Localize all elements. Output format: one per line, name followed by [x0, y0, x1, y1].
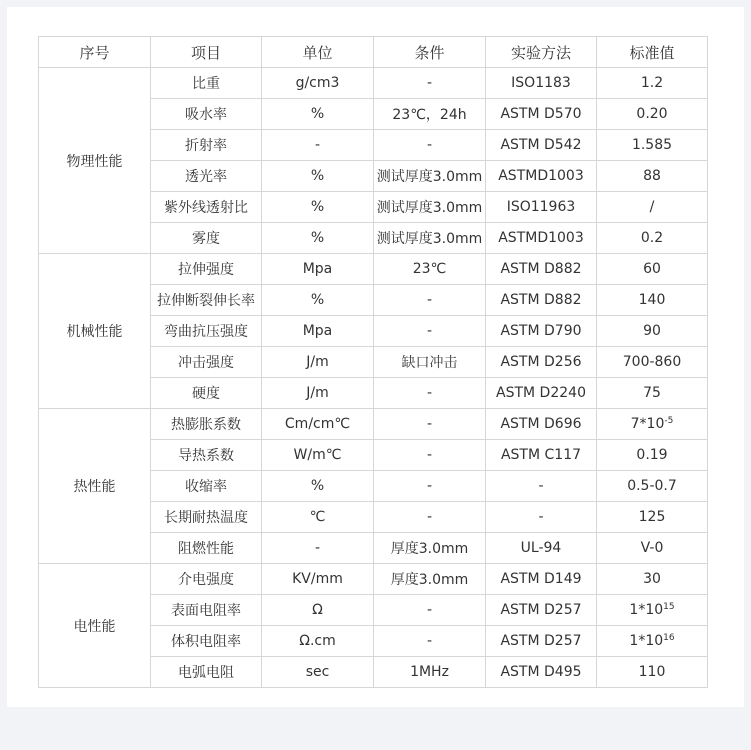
- item-name-cell: 收缩率: [151, 471, 262, 502]
- condition-cell: -: [374, 502, 486, 533]
- item-name-cell: 电弧电阻: [151, 657, 262, 688]
- condition-cell: 测试厚度3.0mm: [374, 161, 486, 192]
- unit-cell: Cm/cm℃: [262, 409, 374, 440]
- table-body: [39, 68, 708, 688]
- test-method-cell: ASTM C117: [486, 440, 597, 471]
- properties-table: [38, 36, 708, 688]
- condition-cell: -: [374, 626, 486, 657]
- header-standard-value: 标准值: [597, 37, 708, 68]
- test-method-cell: UL-94: [486, 533, 597, 564]
- item-name-cell: 雾度: [151, 223, 262, 254]
- table-row: [39, 68, 708, 99]
- standard-value-cell: [597, 533, 708, 564]
- unit-cell: Ω.cm: [262, 626, 374, 657]
- condition-cell: -: [374, 68, 486, 99]
- value-text: 125: [638, 509, 666, 525]
- value-text: 0.19: [636, 447, 668, 463]
- test-method-cell: ASTM D882: [486, 254, 597, 285]
- test-method-cell: ISO11963: [486, 192, 597, 223]
- condition-cell: 缺口冲击: [374, 347, 486, 378]
- condition-cell: -: [374, 440, 486, 471]
- condition-cell: -: [374, 409, 486, 440]
- unit-cell: J/m: [262, 347, 374, 378]
- item-name-cell: 透光率: [151, 161, 262, 192]
- standard-value-cell: [597, 347, 708, 378]
- content-card: [7, 7, 744, 707]
- unit-cell: W/m℃: [262, 440, 374, 471]
- value-text: 90: [643, 323, 661, 339]
- standard-value-cell: [597, 378, 708, 409]
- header-item: 项目: [151, 37, 262, 68]
- standard-value-cell: [597, 99, 708, 130]
- value-text: 75: [643, 385, 661, 401]
- item-name-cell: 拉伸强度: [151, 254, 262, 285]
- value-text: 1.2: [640, 75, 664, 91]
- value-text: V-0: [640, 540, 664, 556]
- value-text: 0.2: [640, 230, 664, 246]
- test-method-cell: ASTM D542: [486, 130, 597, 161]
- unit-cell: ℃: [262, 502, 374, 533]
- condition-cell: -: [374, 471, 486, 502]
- standard-value-cell: [597, 68, 708, 99]
- value-text: 0.5-0.7: [627, 478, 677, 494]
- value-text: 7*10: [630, 416, 665, 432]
- header-test-method: 实验方法: [486, 37, 597, 68]
- value-text: 1.585: [631, 137, 673, 153]
- value-exponent: 15: [663, 602, 675, 612]
- test-method-cell: ASTMD1003: [486, 223, 597, 254]
- standard-value-cell: [597, 471, 708, 502]
- test-method-cell: ASTM D2240: [486, 378, 597, 409]
- standard-value-cell: [597, 440, 708, 471]
- standard-value-cell: [597, 254, 708, 285]
- category-cell: 机械性能: [39, 254, 151, 409]
- value-text: /: [649, 199, 655, 215]
- table-row: [39, 254, 708, 285]
- test-method-cell: ASTMD1003: [486, 161, 597, 192]
- standard-value-cell: [597, 285, 708, 316]
- unit-cell: Mpa: [262, 254, 374, 285]
- unit-cell: KV/mm: [262, 564, 374, 595]
- unit-cell: %: [262, 192, 374, 223]
- unit-cell: sec: [262, 657, 374, 688]
- value-text: 88: [643, 168, 661, 184]
- standard-value-cell: [597, 657, 708, 688]
- condition-cell: 1MHz: [374, 657, 486, 688]
- test-method-cell: ASTM D257: [486, 595, 597, 626]
- item-name-cell: 弯曲抗压强度: [151, 316, 262, 347]
- standard-value-cell: [597, 564, 708, 595]
- condition-cell: 23℃: [374, 254, 486, 285]
- condition-cell: -: [374, 595, 486, 626]
- test-method-cell: -: [486, 502, 597, 533]
- value-text: 0.20: [636, 106, 668, 122]
- unit-cell: g/cm3: [262, 68, 374, 99]
- test-method-cell: ASTM D257: [486, 626, 597, 657]
- test-method-cell: ASTM D495: [486, 657, 597, 688]
- unit-cell: %: [262, 161, 374, 192]
- header-condition: 条件: [374, 37, 486, 68]
- test-method-cell: ASTM D882: [486, 285, 597, 316]
- value-text: 110: [638, 664, 666, 680]
- item-name-cell: 拉伸断裂伸长率: [151, 285, 262, 316]
- table-header-row: [39, 37, 708, 68]
- standard-value-cell: [597, 192, 708, 223]
- header-index: 序号: [39, 37, 151, 68]
- unit-cell: Mpa: [262, 316, 374, 347]
- value-text: 30: [643, 571, 661, 587]
- test-method-cell: ASTM D149: [486, 564, 597, 595]
- category-cell: 物理性能: [39, 68, 151, 254]
- test-method-cell: -: [486, 471, 597, 502]
- test-method-cell: ASTM D790: [486, 316, 597, 347]
- standard-value-cell: [597, 502, 708, 533]
- item-name-cell: 比重: [151, 68, 262, 99]
- test-method-cell: ASTM D696: [486, 409, 597, 440]
- standard-value-cell: [597, 130, 708, 161]
- value-text: 700-860: [622, 354, 682, 370]
- condition-cell: 23℃，24h: [374, 99, 486, 130]
- value-text: 140: [638, 292, 666, 308]
- unit-cell: %: [262, 223, 374, 254]
- condition-cell: -: [374, 316, 486, 347]
- standard-value-cell: [597, 316, 708, 347]
- item-name-cell: 体积电阻率: [151, 626, 262, 657]
- condition-cell: 厚度3.0mm: [374, 533, 486, 564]
- table-row: [39, 409, 708, 440]
- test-method-cell: ASTM D570: [486, 99, 597, 130]
- item-name-cell: 硬度: [151, 378, 262, 409]
- header-unit: 单位: [262, 37, 374, 68]
- condition-cell: -: [374, 285, 486, 316]
- item-name-cell: 紫外线透射比: [151, 192, 262, 223]
- item-name-cell: 导热系数: [151, 440, 262, 471]
- standard-value-cell: [597, 595, 708, 626]
- condition-cell: -: [374, 378, 486, 409]
- unit-cell: %: [262, 285, 374, 316]
- item-name-cell: 热膨胀系数: [151, 409, 262, 440]
- category-cell: 热性能: [39, 409, 151, 564]
- item-name-cell: 折射率: [151, 130, 262, 161]
- item-name-cell: 长期耐热温度: [151, 502, 262, 533]
- table-row: [39, 564, 708, 595]
- condition-cell: 厚度3.0mm: [374, 564, 486, 595]
- value-text: 1*10: [629, 602, 664, 618]
- unit-cell: %: [262, 99, 374, 130]
- standard-value-cell: [597, 223, 708, 254]
- unit-cell: J/m: [262, 378, 374, 409]
- test-method-cell: ISO1183: [486, 68, 597, 99]
- value-exponent: 16: [663, 633, 675, 643]
- item-name-cell: 阻燃性能: [151, 533, 262, 564]
- category-cell: 电性能: [39, 564, 151, 688]
- unit-cell: -: [262, 130, 374, 161]
- item-name-cell: 冲击强度: [151, 347, 262, 378]
- standard-value-cell: [597, 409, 708, 440]
- value-exponent: -5: [664, 416, 674, 426]
- unit-cell: -: [262, 533, 374, 564]
- standard-value-cell: [597, 626, 708, 657]
- value-text: 1*10: [629, 633, 664, 649]
- condition-cell: -: [374, 130, 486, 161]
- item-name-cell: 介电强度: [151, 564, 262, 595]
- value-text: 60: [643, 261, 661, 277]
- condition-cell: 测试厚度3.0mm: [374, 192, 486, 223]
- item-name-cell: 吸水率: [151, 99, 262, 130]
- condition-cell: 测试厚度3.0mm: [374, 223, 486, 254]
- item-name-cell: 表面电阻率: [151, 595, 262, 626]
- standard-value-cell: [597, 161, 708, 192]
- unit-cell: %: [262, 471, 374, 502]
- test-method-cell: ASTM D256: [486, 347, 597, 378]
- unit-cell: Ω: [262, 595, 374, 626]
